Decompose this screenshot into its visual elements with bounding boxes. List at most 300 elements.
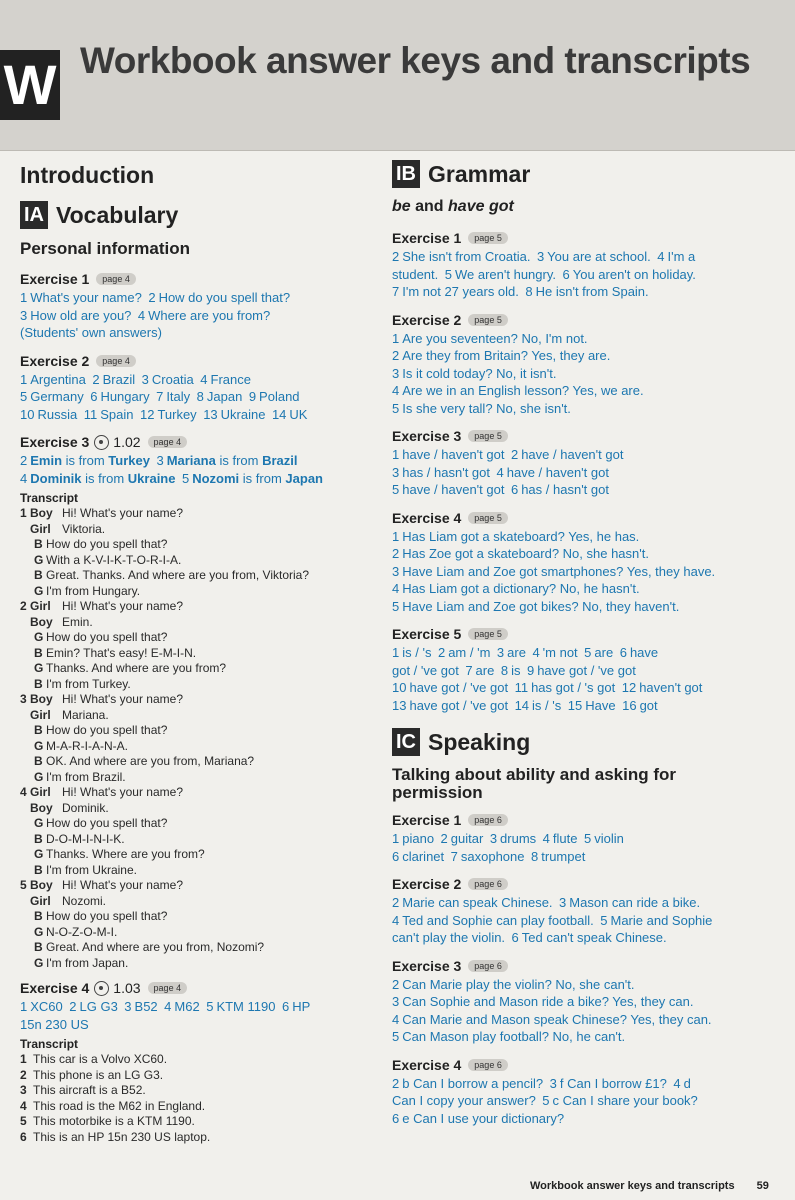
item-number: 1 bbox=[392, 330, 400, 346]
speaker-label: B bbox=[34, 568, 43, 582]
item-number: 13 bbox=[392, 697, 407, 713]
transcript-line bbox=[20, 584, 370, 600]
exercise-title: Exercise 3 bbox=[20, 434, 90, 450]
answer-text: Are we in an English lesson? Yes, we are. bbox=[402, 383, 644, 398]
item-number: 3 bbox=[156, 453, 164, 468]
dialogue-text: Thanks. And where are you from? bbox=[46, 661, 227, 675]
transcript-list bbox=[20, 1052, 370, 1145]
answer-text: Can Marie play the violin? No, she can't. bbox=[402, 976, 635, 992]
section-title: Grammar bbox=[428, 160, 531, 187]
answer-text: Have bbox=[585, 697, 616, 713]
transcript-line bbox=[20, 506, 370, 522]
speaker-label: B bbox=[34, 723, 43, 737]
exercise-block bbox=[20, 434, 370, 487]
speaker-label: G bbox=[34, 738, 44, 753]
section-tag: IC bbox=[392, 728, 420, 756]
answer-text: is from bbox=[242, 470, 282, 486]
transcript-line bbox=[20, 816, 370, 832]
answer-text: Ukraine bbox=[220, 406, 266, 422]
subheading-be-have-got: be and have got bbox=[392, 198, 514, 215]
speaker-label: B bbox=[34, 831, 43, 846]
answer-text: Have Liam and Zoe got bikes? No, they haven't. bbox=[402, 598, 680, 614]
page-badge: page 5 bbox=[468, 232, 508, 244]
answer-line bbox=[392, 697, 772, 715]
answer-text: How old are you? bbox=[30, 307, 132, 323]
answer-text: got / 've got bbox=[392, 662, 459, 678]
item-number: 3 bbox=[392, 464, 400, 480]
exercise-title: Exercise 2 bbox=[392, 876, 462, 892]
transcript-text: This aircraft is a B52. bbox=[33, 1083, 146, 1097]
dialogue-text: N-O-Z-O-M-I. bbox=[46, 924, 118, 939]
answer-text: XC60 bbox=[30, 999, 63, 1014]
line-number: 3 bbox=[20, 692, 27, 706]
item-number: 9 bbox=[526, 662, 535, 678]
item-number: 5 bbox=[542, 1093, 550, 1108]
answer-line bbox=[392, 283, 772, 301]
line-number bbox=[20, 832, 30, 848]
answer-text: Argentina bbox=[30, 371, 86, 387]
item-number: 3 bbox=[124, 999, 132, 1014]
item-number: 3 bbox=[489, 831, 498, 846]
item-number: 4 bbox=[532, 645, 540, 660]
item-number: 4 bbox=[657, 249, 665, 264]
answer-line bbox=[392, 528, 772, 546]
audio-track: 1.02 bbox=[113, 434, 141, 450]
line-number: 1 bbox=[20, 506, 27, 520]
exercise-block bbox=[392, 876, 772, 947]
answer-text: He isn't from Spain. bbox=[535, 284, 649, 299]
person-name: Mariana bbox=[166, 453, 216, 468]
answer-text: am / 'm bbox=[448, 645, 491, 660]
item-number: 5 bbox=[181, 470, 190, 486]
item-number: 3 bbox=[392, 563, 400, 579]
answer-line bbox=[20, 998, 370, 1016]
answer-text: Can Marie and Mason speak Chinese? Yes, they can. bbox=[402, 1011, 712, 1027]
item-number: 6 bbox=[392, 848, 400, 864]
answer-text: flute bbox=[552, 831, 578, 846]
item-number: 4 bbox=[392, 912, 400, 928]
exercise-title: Exercise 2 bbox=[392, 311, 462, 328]
transcript-line bbox=[20, 630, 370, 646]
answer-text: Croatia bbox=[151, 371, 194, 387]
item-number: 13 bbox=[203, 406, 218, 422]
answer-text: piano bbox=[402, 831, 435, 846]
answer-text: is bbox=[511, 662, 521, 678]
answer-text: Has Liam got a dictionary? No, he hasn't. bbox=[402, 581, 640, 596]
transcript-label: Transcript bbox=[20, 491, 79, 505]
country-name: Brazil bbox=[262, 453, 298, 468]
answer-line bbox=[392, 248, 772, 266]
answer-text: B52 bbox=[134, 999, 158, 1014]
section-title: Speaking bbox=[428, 728, 531, 755]
dialogue-text: Nozomi. bbox=[62, 893, 107, 908]
answer-text: (Students' own answers) bbox=[20, 325, 162, 340]
dialogue-text: I'm from Turkey. bbox=[46, 676, 131, 691]
item-number: 5 bbox=[600, 912, 608, 928]
answer-line bbox=[20, 324, 370, 342]
item-number: 2 bbox=[148, 290, 156, 305]
item-number: 5 bbox=[392, 598, 400, 614]
answer-line bbox=[392, 912, 772, 930]
speaker-label: G bbox=[34, 816, 44, 830]
answer-text: 15n 230 US bbox=[20, 1016, 89, 1032]
country-name: Japan bbox=[285, 470, 323, 486]
page-badge: page 6 bbox=[468, 814, 508, 826]
answer-text: is from bbox=[219, 453, 259, 468]
item-number: 8 bbox=[500, 662, 509, 678]
answer-list bbox=[392, 248, 772, 301]
dialogue-text: Thanks. Where are you from? bbox=[46, 847, 205, 861]
page-badge: page 5 bbox=[468, 628, 508, 640]
transcript-line bbox=[20, 801, 370, 817]
speaker-label: Girl bbox=[30, 521, 51, 536]
chapter-letter-box: W bbox=[0, 50, 60, 120]
answer-line bbox=[392, 446, 772, 464]
line-number bbox=[20, 677, 30, 693]
item-number: 1 bbox=[20, 999, 28, 1014]
item-number: 6 bbox=[511, 930, 519, 945]
answer-text: Are they from Britain? Yes, they are. bbox=[402, 348, 611, 363]
item-number: 11 bbox=[514, 680, 529, 695]
transcript-line bbox=[20, 661, 370, 677]
speaker-label: Girl bbox=[30, 893, 51, 908]
item-number: 2 bbox=[69, 999, 77, 1014]
item-number: 6 bbox=[619, 645, 627, 660]
item-number: 8 bbox=[531, 848, 539, 864]
transcript-line bbox=[20, 956, 370, 972]
item-number: 14 bbox=[271, 406, 287, 422]
exercise-block bbox=[392, 230, 772, 301]
section-grammar bbox=[392, 160, 772, 188]
answer-text: Where are you from? bbox=[148, 307, 271, 323]
answer-text: Italy bbox=[166, 389, 191, 404]
item-number: 16 bbox=[622, 697, 637, 713]
transcript-text: This phone is an LG G3. bbox=[33, 1067, 164, 1082]
dialogue-text: OK. And where are you from, Mariana? bbox=[46, 754, 255, 768]
item-number: 12 bbox=[139, 406, 155, 422]
answer-line bbox=[20, 452, 370, 470]
answer-line bbox=[392, 266, 772, 284]
dialogue-text: How do you spell that? bbox=[46, 630, 168, 644]
page-badge: page 4 bbox=[96, 355, 136, 367]
subheading-ability-permission: Talking about ability and asking for permission bbox=[392, 765, 676, 802]
speaker-label: G bbox=[34, 583, 44, 598]
item-number: 1 bbox=[392, 831, 400, 846]
item-number: 7 bbox=[156, 389, 164, 404]
answer-line bbox=[392, 1011, 772, 1029]
transcript-line bbox=[20, 677, 370, 693]
answer-text: clarinet bbox=[402, 848, 445, 864]
answer-text: Turkey bbox=[157, 406, 197, 422]
answer-text: have bbox=[629, 645, 659, 660]
item-number: 3 bbox=[496, 645, 505, 660]
item-number: 3 bbox=[392, 994, 400, 1009]
dialogue-text: Hi! What's your name? bbox=[62, 506, 184, 520]
answer-text: Poland bbox=[259, 389, 300, 404]
answer-list bbox=[20, 998, 370, 1033]
answer-list bbox=[20, 289, 370, 342]
item-number: 3 bbox=[141, 371, 149, 387]
line-number bbox=[20, 863, 30, 879]
dialogue-text: How do you spell that? bbox=[46, 723, 168, 737]
answer-text: b Can I borrow a pencil? bbox=[402, 1075, 544, 1091]
answer-text: Ted and Sophie can play football. bbox=[402, 912, 594, 928]
item-number: 1 bbox=[392, 528, 400, 544]
exercise-title: Exercise 4 bbox=[20, 980, 90, 996]
exercise-block bbox=[20, 353, 370, 424]
answer-list bbox=[20, 371, 370, 424]
item-number: 3 bbox=[20, 307, 28, 323]
speaker-label: B bbox=[34, 754, 43, 768]
dialogue-text: Emin. bbox=[62, 614, 93, 629]
item-number: 10 bbox=[392, 680, 407, 695]
transcript-line bbox=[20, 832, 370, 848]
exercise-title: Exercise 1 bbox=[392, 230, 462, 246]
item-number: 4 bbox=[392, 383, 400, 398]
item-number: 3 bbox=[536, 249, 545, 264]
answer-line bbox=[20, 371, 370, 389]
transcript-line bbox=[20, 847, 370, 863]
item-number: 5 bbox=[20, 389, 28, 404]
answer-text: Can Sophie and Mason ride a bike? Yes, they can. bbox=[402, 994, 694, 1009]
page-title: Workbook answer keys and transcripts bbox=[80, 40, 751, 81]
line-number: 6 bbox=[20, 1129, 27, 1144]
item-number: 5 bbox=[392, 482, 400, 497]
answer-text: is from bbox=[65, 453, 105, 468]
speaker-label: B bbox=[34, 909, 43, 923]
transcript-line bbox=[20, 1083, 370, 1099]
line-number bbox=[20, 568, 30, 584]
item-number: 8 bbox=[196, 389, 204, 404]
footer-text: Workbook answer keys and transcripts bbox=[530, 1180, 735, 1192]
speaker-label: G bbox=[34, 924, 44, 939]
answer-text: KTM 1190 bbox=[216, 999, 276, 1014]
exercise-block bbox=[392, 626, 772, 714]
answer-text: has / hasn't got bbox=[521, 482, 609, 497]
line-number bbox=[20, 956, 30, 972]
answer-text: student. bbox=[392, 266, 439, 282]
dialogue-text: Hi! What's your name? bbox=[62, 878, 184, 892]
answer-text: is / 's bbox=[402, 645, 432, 660]
dialogue-text: How do you spell that? bbox=[46, 537, 168, 551]
transcript-text: This motorbike is a KTM 1190. bbox=[33, 1114, 195, 1128]
item-number: 12 bbox=[621, 680, 637, 695]
answer-line bbox=[392, 382, 772, 400]
item-number: 4 bbox=[164, 999, 172, 1014]
speaker-label: B bbox=[34, 537, 43, 551]
answer-line bbox=[392, 1110, 772, 1128]
dialogue-text: Great. Thanks. And where are you from, Viktoria? bbox=[46, 568, 310, 582]
transcript-line bbox=[20, 878, 370, 894]
transcript-line bbox=[20, 1114, 370, 1130]
speaker-label: Girl bbox=[30, 707, 51, 722]
line-number: 3 bbox=[20, 1083, 27, 1097]
answer-text: Japan bbox=[206, 389, 243, 404]
answer-text: trumpet bbox=[541, 848, 586, 864]
answer-text: is / 's bbox=[532, 697, 562, 713]
answer-line bbox=[392, 545, 772, 563]
item-number: 7 bbox=[450, 848, 458, 864]
item-number: 1 bbox=[392, 645, 400, 660]
answer-text: What's your name? bbox=[30, 290, 142, 305]
page-badge: page 5 bbox=[468, 314, 508, 326]
answer-line bbox=[392, 894, 772, 912]
answer-line bbox=[392, 644, 772, 662]
transcript-line bbox=[20, 894, 370, 910]
answer-text: have / haven't got bbox=[402, 482, 505, 497]
answer-text: guitar bbox=[450, 831, 484, 846]
answer-text: We aren't hungry. bbox=[455, 266, 556, 282]
answer-line bbox=[392, 976, 772, 994]
answer-list bbox=[392, 1075, 772, 1128]
answer-line bbox=[20, 1016, 370, 1034]
item-number: 1 bbox=[392, 447, 400, 462]
answer-list bbox=[392, 894, 772, 947]
item-number: 5 bbox=[584, 645, 592, 660]
speaker-label: G bbox=[34, 955, 44, 970]
section-title: Vocabulary bbox=[56, 201, 179, 228]
item-number: 2 bbox=[392, 1075, 400, 1091]
dialogue-text: M-A-R-I-A-N-A. bbox=[46, 738, 128, 753]
answer-text: I'm not 27 years old. bbox=[402, 284, 519, 299]
dialogue-text: Emin? That's easy! E-M-I-N. bbox=[46, 645, 197, 660]
answer-text: have got / 've got bbox=[409, 680, 509, 695]
item-number: 15 bbox=[567, 697, 583, 713]
answer-text: have got / 've got bbox=[537, 662, 636, 678]
exercise-block bbox=[392, 1057, 772, 1128]
answer-line bbox=[20, 470, 370, 488]
answer-line bbox=[392, 580, 772, 598]
exercise-block bbox=[20, 980, 370, 1033]
dialogue-text: Great. And where are you from, Nozomi? bbox=[46, 940, 265, 954]
speaker-label: G bbox=[34, 630, 44, 644]
answer-text: have / haven't got bbox=[402, 447, 505, 462]
transcript-line bbox=[20, 754, 370, 770]
transcript-line bbox=[20, 708, 370, 724]
answer-text: is from bbox=[85, 470, 125, 486]
answer-text: 'm not bbox=[542, 645, 578, 660]
item-number: 2 bbox=[392, 976, 400, 992]
answer-line bbox=[392, 679, 772, 697]
item-number: 4 bbox=[496, 464, 504, 480]
answer-list bbox=[392, 528, 772, 616]
page-badge: page 5 bbox=[468, 430, 508, 442]
item-number: 2 bbox=[392, 895, 400, 910]
answer-text: got bbox=[639, 697, 658, 713]
answer-text: France bbox=[210, 371, 251, 387]
answer-text: Can Mason play football? No, he can't. bbox=[402, 1029, 626, 1044]
line-number bbox=[20, 847, 30, 863]
answer-text: Are you seventeen? No, I'm not. bbox=[402, 330, 588, 346]
exercise-title: Exercise 4 bbox=[392, 509, 462, 526]
transcript-line bbox=[20, 739, 370, 755]
audio-cd-icon bbox=[94, 435, 109, 450]
item-number: 3 bbox=[392, 365, 400, 381]
section-tag: IA bbox=[20, 201, 48, 229]
line-number: 2 bbox=[20, 599, 27, 613]
dialogue-text: I'm from Hungary. bbox=[46, 583, 141, 598]
item-number: 5 bbox=[392, 1029, 400, 1044]
item-number: 4 bbox=[137, 307, 146, 323]
answer-text: c Can I share your book? bbox=[552, 1093, 698, 1108]
answer-line bbox=[392, 1092, 772, 1110]
answer-line bbox=[392, 662, 772, 680]
item-number: 5 bbox=[392, 400, 400, 416]
answer-text: I'm a bbox=[667, 249, 696, 264]
answer-text: have / haven't got bbox=[506, 464, 609, 480]
line-number bbox=[20, 708, 30, 724]
answer-text: have / haven't got bbox=[521, 447, 624, 462]
answer-text: Can I copy your answer? bbox=[392, 1093, 536, 1108]
page-badge: page 4 bbox=[148, 982, 188, 994]
item-number: 1 bbox=[20, 290, 28, 305]
item-number: 14 bbox=[514, 697, 530, 713]
answer-line bbox=[392, 481, 772, 499]
dialogue-text: Viktoria. bbox=[62, 521, 106, 536]
answer-text: Hungary bbox=[100, 389, 150, 404]
answer-line bbox=[392, 347, 772, 365]
transcript-line bbox=[20, 692, 370, 708]
item-number: 10 bbox=[20, 406, 35, 422]
item-number: 8 bbox=[525, 284, 533, 299]
speaker-label: Boy bbox=[30, 614, 53, 629]
answer-text: HP bbox=[292, 999, 311, 1014]
answer-text: You are at school. bbox=[547, 249, 651, 264]
answer-line bbox=[20, 289, 370, 307]
answer-text: Brazil bbox=[102, 371, 136, 387]
transcript-line bbox=[20, 770, 370, 786]
item-number: 2 bbox=[510, 447, 519, 462]
exercise-title: Exercise 1 bbox=[20, 271, 90, 287]
speaker-label: B bbox=[34, 940, 43, 954]
exercise-block bbox=[20, 271, 370, 342]
answer-text: LG G3 bbox=[79, 999, 118, 1014]
item-number: 5 bbox=[206, 999, 214, 1014]
line-number bbox=[20, 894, 30, 910]
left-column bbox=[20, 158, 370, 1145]
dialogue-text: Hi! What's your name? bbox=[62, 692, 184, 706]
dialogue-text: I'm from Ukraine. bbox=[46, 862, 137, 877]
dialogue-text: I'm from Brazil. bbox=[46, 769, 126, 784]
answer-text: are bbox=[475, 662, 495, 678]
item-number: 2 bbox=[392, 348, 400, 363]
line-number bbox=[20, 522, 30, 538]
line-number bbox=[20, 940, 30, 956]
speaker-label: Boy bbox=[30, 800, 53, 815]
dialogue-text: Mariana. bbox=[62, 707, 109, 722]
country-name: Ukraine bbox=[127, 470, 176, 486]
answer-text: d bbox=[683, 1075, 691, 1091]
transcript-text: This road is the M62 in England. bbox=[33, 1098, 206, 1113]
item-number: 5 bbox=[583, 831, 592, 846]
line-number: 1 bbox=[20, 1052, 27, 1066]
answer-text: Has Liam got a skateboard? Yes, he has. bbox=[402, 528, 640, 544]
speaker-label: B bbox=[34, 645, 43, 660]
dialogue-text: Dominik. bbox=[62, 800, 109, 815]
answer-text: have got / 've got bbox=[409, 697, 509, 713]
transcript-dialogue bbox=[20, 506, 370, 971]
line-number bbox=[20, 770, 30, 786]
line-number: 5 bbox=[20, 878, 27, 892]
item-number: 2 bbox=[392, 546, 400, 561]
answer-line bbox=[392, 993, 772, 1011]
answer-line bbox=[20, 388, 370, 406]
transcript-line bbox=[20, 537, 370, 553]
speaker-label: G bbox=[34, 552, 44, 567]
exercise-block bbox=[392, 312, 772, 418]
answer-text: M62 bbox=[174, 999, 200, 1014]
line-number: 4 bbox=[20, 1098, 27, 1113]
